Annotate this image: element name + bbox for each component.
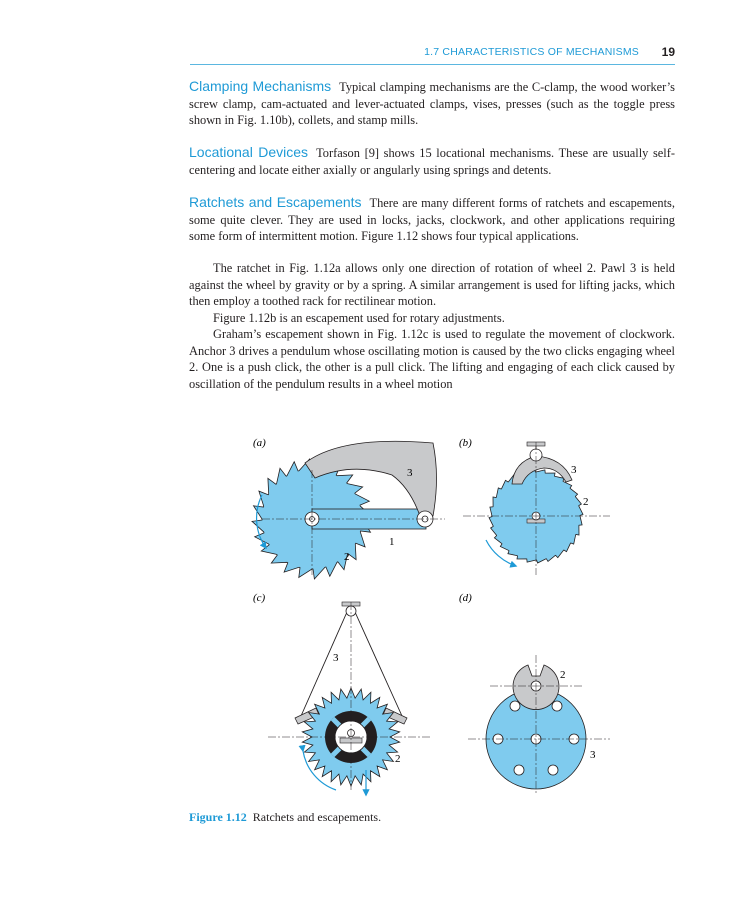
label-a-pawl: 3 [407, 467, 413, 479]
locational-devices-text: Torfason [9] shows 15 locational mechanisms. These are usually self-centering and locate either axially or angularly using springs and detents. [189, 146, 676, 177]
clamping-mechanisms-text: Typical clamping mechanisms are the C-clamp, the wood worker’s screw clamp, cam-actuated and lever-actuated clamps, vises, presses (such as the toggle press shown in Fig. 1.10b), collets, and stamp mills. [189, 80, 675, 127]
label-a-link: 1 [389, 536, 395, 548]
clamping-mechanisms-heading: Clamping Mechanisms [189, 78, 332, 94]
label-c-anchor: 3 [333, 652, 339, 664]
ratchets-escapements-text: There are many different forms of ratchets and escapements, some quite clever. They are used in locks, jacks, clockwork, and other applications requiring some form of intermittent motion. Figure 1.12 shows four typical applications. [189, 196, 675, 243]
panel-b-escapement [459, 437, 610, 575]
locational-devices-heading: Locational Devices [189, 144, 309, 160]
panel-label-b: (b) [459, 437, 472, 449]
panel-label-d: (d) [459, 592, 472, 604]
running-head: 1.7 CHARACTERISTICS OF MECHANISMS [424, 46, 639, 58]
figure-caption-text: Ratchets and escapements. [252, 810, 382, 824]
label-b-wheel: 2 [583, 496, 589, 508]
body-paragraph-graham: Graham’s escapement shown in Fig. 1.12c is used to regulate the movement of clockwork. Anchor 3 drives a pendulum whose oscillating motion is caused by the two clicks engaging wheel 2. One is a push click, the other is a pull click. The lifting and engaging of each click caused by oscillation of the pendulum results in a wheel motion [189, 327, 675, 391]
wheel-hole-d [510, 701, 520, 711]
page-number: 19 [661, 45, 675, 59]
wheel-hole-d [514, 765, 524, 775]
panel-label-a: (a) [253, 437, 266, 449]
panel-a-ratchet [252, 437, 445, 579]
label-d-wheel: 3 [590, 749, 596, 761]
panel-d-geneva [459, 592, 610, 795]
body-paragraph-escapement: Figure 1.12b is an escapement used for rotary adjustments. [213, 311, 505, 325]
wheel-hole-d [548, 765, 558, 775]
label-c-wheel: 2 [395, 753, 401, 765]
label-a-wheel: 2 [344, 551, 350, 563]
label-b-pawl: 3 [571, 464, 577, 476]
figure-caption [189, 810, 381, 825]
wheel-hole-d [552, 701, 562, 711]
figure-caption-label: Figure 1.12 [189, 810, 247, 824]
ratchets-escapements-heading: Ratchets and Escapements [189, 194, 362, 210]
panel-c-grahams-escapement [253, 592, 432, 795]
body-paragraph-ratchet: The ratchet in Fig. 1.12a allows only one direction of rotation of wheel 2. Pawl 3 is held against the wheel by gravity or by a spring. A similar arrangement is used for lifting jacks, which then employ a toothed rack for rectilinear motion. [189, 261, 675, 308]
label-d-top: 2 [560, 669, 566, 681]
panel-label-c: (c) [253, 592, 266, 604]
